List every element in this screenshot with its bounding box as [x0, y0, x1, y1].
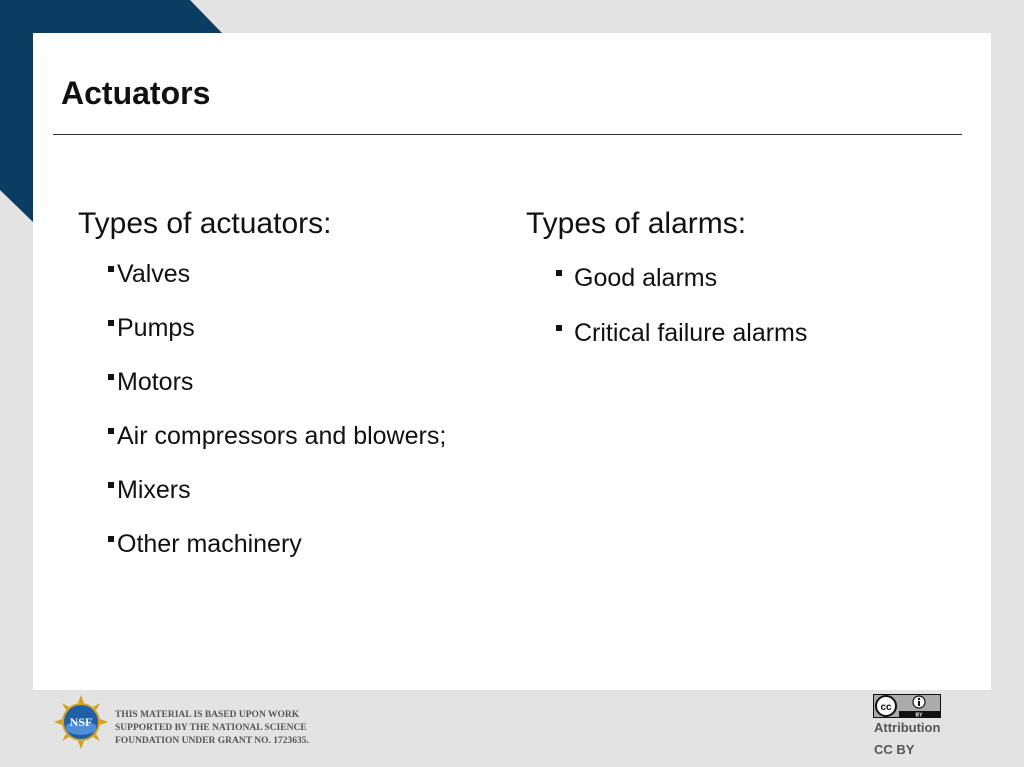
- list-item-text: Good alarms: [574, 264, 718, 292]
- bullet-icon: [108, 428, 114, 434]
- bullet-icon: [108, 374, 114, 380]
- actuator-types-list: [108, 259, 446, 559]
- list-item: [108, 421, 446, 451]
- license-name: Attribution: [874, 720, 941, 735]
- bullet-icon: [108, 266, 114, 272]
- nsf-logo-text: NSF: [69, 715, 93, 729]
- list-item: [108, 259, 446, 289]
- list-item: [556, 318, 807, 348]
- bullet-icon: [556, 270, 562, 276]
- list-item-text: Other machinery: [117, 530, 302, 558]
- list-item: [108, 367, 446, 397]
- slide-content: [33, 33, 991, 690]
- list-item-text: Mixers: [117, 476, 191, 504]
- grant-line: SUPPORTED BY THE NATIONAL SCIENCE: [115, 723, 307, 733]
- slide-title: Actuators: [61, 75, 211, 111]
- bullet-icon: [108, 320, 114, 326]
- grant-line: THIS MATERIAL IS BASED UPON WORK: [115, 710, 300, 720]
- bullet-icon: [556, 325, 562, 331]
- bullet-icon: [108, 536, 114, 542]
- list-item-text: Critical failure alarms: [574, 319, 808, 347]
- cc-badge-text: cc: [880, 702, 892, 713]
- list-item: [556, 263, 807, 293]
- list-item-text: Air compressors and blowers;: [117, 422, 447, 450]
- actuator-types-heading: Types of actuators:: [78, 207, 332, 240]
- list-item-text: Motors: [117, 368, 194, 396]
- alarm-types-column: [526, 205, 807, 373]
- list-item: [108, 529, 446, 559]
- nsf-logo-icon: [54, 695, 108, 749]
- list-item: [108, 475, 446, 505]
- alarm-types-list: [556, 263, 807, 348]
- list-item-text: Valves: [117, 260, 191, 288]
- alarm-types-heading: Types of alarms:: [526, 207, 747, 240]
- license-short: CC BY: [874, 742, 915, 757]
- list-item-text: Pumps: [117, 314, 195, 342]
- by-badge-text: BY: [915, 712, 923, 718]
- bullet-icon: [108, 482, 114, 488]
- list-item: [108, 313, 446, 343]
- actuator-types-column: [78, 205, 446, 583]
- title-divider: [53, 134, 962, 135]
- cc-by-badge-icon: [873, 694, 941, 718]
- grant-statement: [115, 709, 309, 748]
- grant-line: FOUNDATION UNDER GRANT NO. 1723635.: [115, 736, 309, 746]
